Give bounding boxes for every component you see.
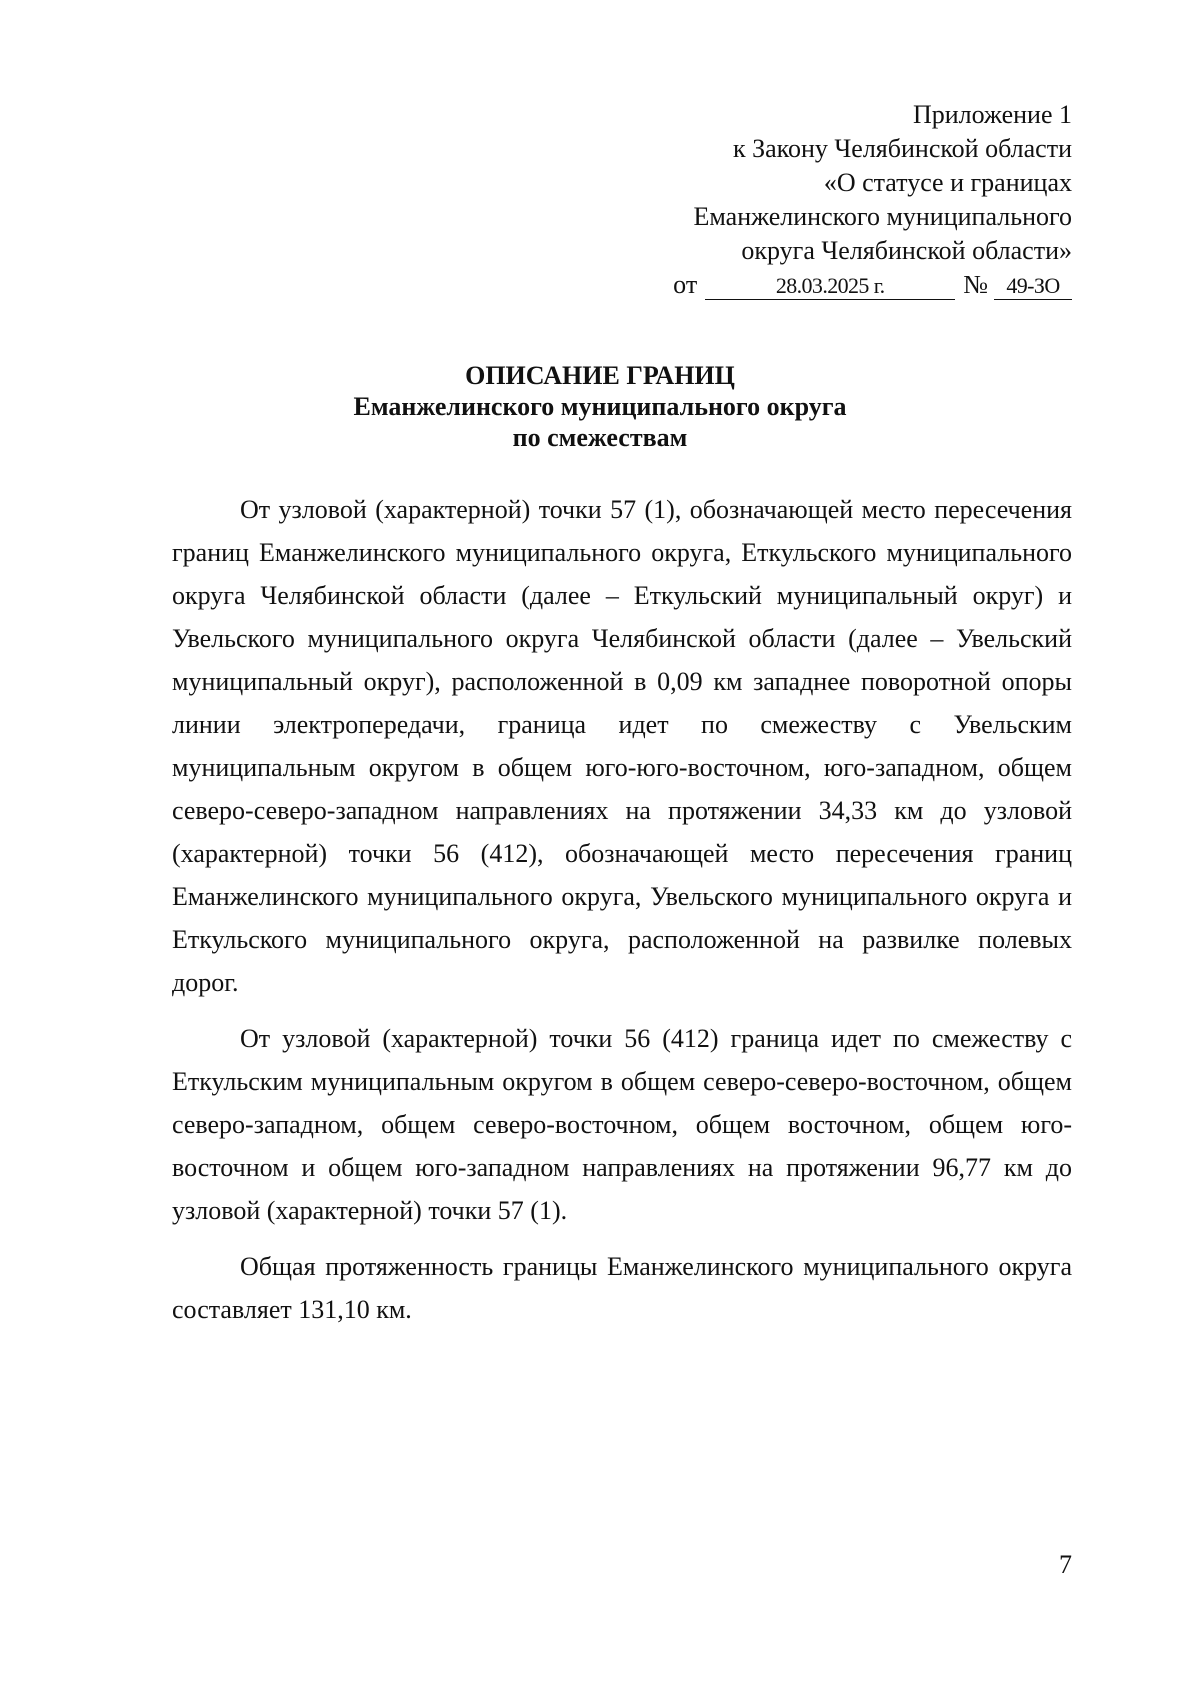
date-value: 28.03.2025 г. [705,273,955,300]
paragraph: Общая протяженность границы Еманжелинского муниципального округа составляет 131,10 км. [172,1252,1072,1324]
appendix-header [552,98,1072,302]
appendix-date-line [552,268,1072,302]
page-number: 7 [1059,1550,1072,1579]
appendix-line-2: к Закону Челябинской области [732,134,1072,163]
appendix-line-1: Приложение 1 [912,100,1072,129]
paragraph: От узловой (характерной) точки 56 (412) граница идет по смежеству с Еткульским муниципальным округом в общем северо-северо-восточном, общем северо-западном, общем северо-восточном, общем восточном, общем юго-восточном и общем юго-западном направлениях на протяжении 96,77 км до узловой (характерной) точки 57 (1). [172,1024,1072,1225]
document-body [172,488,1072,1344]
document-title [0,360,1200,453]
appendix-line-5: округа Челябинской области» [741,236,1072,265]
number-value: 49-ЗО [994,273,1072,300]
title-line-3: по смежествам [512,423,688,452]
appendix-line-4: Еманжелинского муниципального [693,202,1072,231]
title-line-2: Еманжелинского муниципального округа [353,392,847,421]
title-line-1: ОПИСАНИЕ ГРАНИЦ [465,361,735,390]
appendix-line-3: «О статусе и границах [823,168,1072,197]
date-label: от [673,270,698,299]
paragraph: От узловой (характерной) точки 57 (1), обозначающей место пересечения границ Еманжелинского муниципального округа, Еткульского муниципального округа Челябинской области (далее – Еткульский муниципальный округ) и Увельского муниципального округа Челябинской области (далее – Увельский муниципальный округ), расположенной в 0,09 км западнее поворотной опоры линии электропередачи, граница идет по смежеству с Увельским муниципальным округом в общем юго-юго-восточном, юго-западном, общем северо-северо-западном направлениях на протяжении 34,33 км до узловой (характерной) точки 56 (412), обозначающей место пересечения границ Еманжелинского муниципального округа, Увельского муниципального округа и Еткульского муниципального округа, расположенной на развилке полевых дорог. [172,495,1072,997]
number-label: № [963,270,988,299]
